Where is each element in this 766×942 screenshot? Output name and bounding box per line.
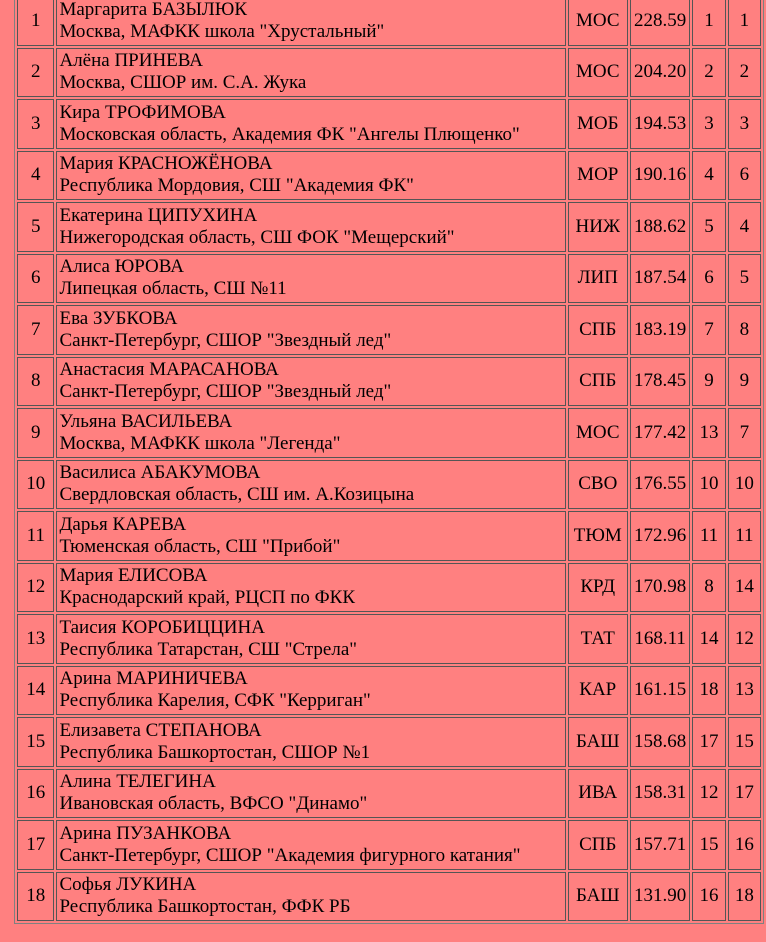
skater-name: Дарья КАРЕВА [59, 513, 187, 535]
total-points-cell: 158.68 [630, 717, 690, 767]
region-cell: БАШ [568, 717, 628, 767]
free-skate-place-cell: 3 [728, 99, 761, 149]
results-table-wrapper [14, 0, 764, 924]
free-skate-place-cell: 12 [728, 614, 761, 664]
skater-cell [56, 563, 565, 613]
short-program-place-cell: 13 [692, 408, 725, 458]
skater-name: Алиса ЮРОВА [59, 256, 184, 278]
result-row [17, 614, 761, 664]
skater-cell [56, 769, 565, 819]
total-points-cell: 131.90 [630, 872, 690, 922]
skater-cell [56, 254, 565, 304]
skater-cell [56, 872, 565, 922]
place-cell: 15 [17, 717, 54, 767]
free-skate-place-cell: 5 [728, 254, 761, 304]
total-points-cell: 177.42 [630, 408, 690, 458]
place-cell: 7 [17, 305, 54, 355]
place-cell: 2 [17, 48, 54, 98]
place-cell: 1 [17, 0, 54, 46]
free-skate-place-cell: 4 [728, 202, 761, 252]
place-cell: 4 [17, 151, 54, 201]
region-cell: ТАТ [568, 614, 628, 664]
place-cell: 18 [17, 872, 54, 922]
skater-club: Санкт-Петербург, СШОР "Академия фигурного катания" [59, 844, 521, 866]
skater-club: Республика Татарстан, СШ "Стрела" [59, 638, 358, 660]
short-program-place-cell: 2 [692, 48, 725, 98]
region-cell: СПБ [568, 357, 628, 407]
place-cell: 13 [17, 614, 54, 664]
free-skate-place-cell: 13 [728, 666, 761, 716]
skater-club: Тюменская область, СШ "Прибой" [59, 535, 341, 557]
short-program-place-cell: 3 [692, 99, 725, 149]
skater-club: Ивановская область, ВФСО "Динамо" [59, 793, 368, 815]
place-cell: 14 [17, 666, 54, 716]
result-row [17, 666, 761, 716]
free-skate-place-cell: 7 [728, 408, 761, 458]
skater-cell [56, 717, 565, 767]
result-row [17, 872, 761, 922]
result-row [17, 305, 761, 355]
region-cell: БАШ [568, 872, 628, 922]
total-points-cell: 170.98 [630, 563, 690, 613]
free-skate-place-cell: 15 [728, 717, 761, 767]
short-program-place-cell: 10 [692, 460, 725, 510]
skater-cell [56, 511, 565, 561]
skater-cell [56, 305, 565, 355]
result-row [17, 563, 761, 613]
short-program-place-cell: 6 [692, 254, 725, 304]
short-program-place-cell: 1 [692, 0, 725, 46]
skater-name: Алина ТЕЛЕГИНА [59, 771, 216, 793]
total-points-cell: 194.53 [630, 99, 690, 149]
skater-name: Маргарита БАЗЫЛЮК [59, 0, 247, 20]
short-program-place-cell: 12 [692, 769, 725, 819]
skater-name: Анастасия МАРАСАНОВА [59, 359, 279, 381]
free-skate-place-cell: 18 [728, 872, 761, 922]
free-skate-place-cell: 2 [728, 48, 761, 98]
skater-club: Москва, МАФКК школа "Хрустальный" [59, 20, 385, 42]
place-cell: 6 [17, 254, 54, 304]
skater-name: Кира ТРОФИМОВА [59, 101, 226, 123]
total-points-cell: 188.62 [630, 202, 690, 252]
result-row [17, 99, 761, 149]
free-skate-place-cell: 8 [728, 305, 761, 355]
skater-cell [56, 99, 565, 149]
region-cell: ЛИП [568, 254, 628, 304]
short-program-place-cell: 15 [692, 820, 725, 870]
free-skate-place-cell: 9 [728, 357, 761, 407]
region-cell: МОР [568, 151, 628, 201]
skater-cell [56, 408, 565, 458]
region-cell: НИЖ [568, 202, 628, 252]
skater-club: Республика Башкортостан, ФФК РБ [59, 896, 351, 918]
result-row [17, 769, 761, 819]
skater-name: Арина ПУЗАНКОВА [59, 822, 232, 844]
free-skate-place-cell: 14 [728, 563, 761, 613]
result-row [17, 511, 761, 561]
skater-name: Елизавета СТЕПАНОВА [59, 719, 262, 741]
total-points-cell: 187.54 [630, 254, 690, 304]
total-points-cell: 190.16 [630, 151, 690, 201]
region-cell: МОБ [568, 99, 628, 149]
total-points-cell: 178.45 [630, 357, 690, 407]
skater-club: Санкт-Петербург, СШОР "Звездный лед" [59, 381, 392, 403]
skater-cell [56, 0, 565, 46]
skater-cell [56, 48, 565, 98]
skater-cell [56, 357, 565, 407]
skater-cell [56, 820, 565, 870]
short-program-place-cell: 8 [692, 563, 725, 613]
skater-club: Нижегородская область, СШ ФОК "Мещерский" [59, 226, 455, 248]
short-program-place-cell: 9 [692, 357, 725, 407]
skater-club: Республика Мордовия, СШ "Академия ФК" [59, 175, 414, 197]
region-cell: ТЮМ [568, 511, 628, 561]
short-program-place-cell: 17 [692, 717, 725, 767]
free-skate-place-cell: 11 [728, 511, 761, 561]
skater-cell [56, 460, 565, 510]
place-cell: 17 [17, 820, 54, 870]
short-program-place-cell: 16 [692, 872, 725, 922]
result-row [17, 48, 761, 98]
total-points-cell: 176.55 [630, 460, 690, 510]
skater-name: Мария КРАСНОЖЁНОВА [59, 153, 273, 175]
results-table [14, 0, 764, 924]
total-points-cell: 161.15 [630, 666, 690, 716]
region-cell: СПБ [568, 820, 628, 870]
skater-cell [56, 151, 565, 201]
result-row [17, 254, 761, 304]
skater-cell [56, 666, 565, 716]
result-row [17, 151, 761, 201]
region-cell: МОС [568, 408, 628, 458]
free-skate-place-cell: 16 [728, 820, 761, 870]
results-body [17, 0, 761, 921]
skater-name: Софья ЛУКИНА [59, 874, 197, 896]
skater-name: Василиса АБАКУМОВА [59, 462, 261, 484]
skater-club: Московская область, Академия ФК "Ангелы Плющенко" [59, 123, 520, 145]
region-cell: СПБ [568, 305, 628, 355]
skater-name: Ева ЗУБКОВА [59, 307, 178, 329]
place-cell: 16 [17, 769, 54, 819]
short-program-place-cell: 14 [692, 614, 725, 664]
region-cell: КАР [568, 666, 628, 716]
result-row [17, 408, 761, 458]
result-row [17, 717, 761, 767]
skater-name: Таисия КОРОБИЦЦИНА [59, 616, 265, 638]
region-cell: ИВА [568, 769, 628, 819]
skater-name: Мария ЕЛИСОВА [59, 565, 208, 587]
skater-name: Арина МАРИНИЧЕВА [59, 668, 248, 690]
skater-club: Москва, МАФКК школа "Легенда" [59, 432, 341, 454]
total-points-cell: 157.71 [630, 820, 690, 870]
result-row [17, 820, 761, 870]
free-skate-place-cell: 6 [728, 151, 761, 201]
region-cell: СВО [568, 460, 628, 510]
free-skate-place-cell: 17 [728, 769, 761, 819]
skater-club: Республика Карелия, СФК "Керриган" [59, 690, 371, 712]
result-row [17, 0, 761, 46]
short-program-place-cell: 18 [692, 666, 725, 716]
region-cell: КРД [568, 563, 628, 613]
place-cell: 10 [17, 460, 54, 510]
skater-club: Республика Башкортостан, СШОР №1 [59, 741, 371, 763]
short-program-place-cell: 7 [692, 305, 725, 355]
free-skate-place-cell: 1 [728, 0, 761, 46]
total-points-cell: 172.96 [630, 511, 690, 561]
total-points-cell: 204.20 [630, 48, 690, 98]
region-cell: МОС [568, 48, 628, 98]
place-cell: 3 [17, 99, 54, 149]
short-program-place-cell: 5 [692, 202, 725, 252]
place-cell: 11 [17, 511, 54, 561]
total-points-cell: 168.11 [630, 614, 690, 664]
total-points-cell: 228.59 [630, 0, 690, 46]
skater-club: Липецкая область, СШ №11 [59, 278, 287, 300]
skater-club: Свердловская область, СШ им. А.Козицына [59, 484, 415, 506]
skater-name: Екатерина ЦИПУХИНА [59, 204, 258, 226]
skater-club: Москва, СШОР им. С.А. Жука [59, 72, 307, 94]
free-skate-place-cell: 10 [728, 460, 761, 510]
result-row [17, 202, 761, 252]
place-cell: 5 [17, 202, 54, 252]
place-cell: 12 [17, 563, 54, 613]
skater-cell [56, 202, 565, 252]
short-program-place-cell: 11 [692, 511, 725, 561]
result-row [17, 460, 761, 510]
total-points-cell: 158.31 [630, 769, 690, 819]
place-cell: 8 [17, 357, 54, 407]
place-cell: 9 [17, 408, 54, 458]
skater-name: Алёна ПРИНЕВА [59, 50, 203, 72]
short-program-place-cell: 4 [692, 151, 725, 201]
region-cell: МОС [568, 0, 628, 46]
skater-club: Санкт-Петербург, СШОР "Звездный лед" [59, 329, 392, 351]
skater-name: Ульяна ВАСИЛЬЕВА [59, 410, 233, 432]
result-row [17, 357, 761, 407]
skater-cell [56, 614, 565, 664]
skater-club: Краснодарский край, РЦСП по ФКК [59, 587, 356, 609]
total-points-cell: 183.19 [630, 305, 690, 355]
